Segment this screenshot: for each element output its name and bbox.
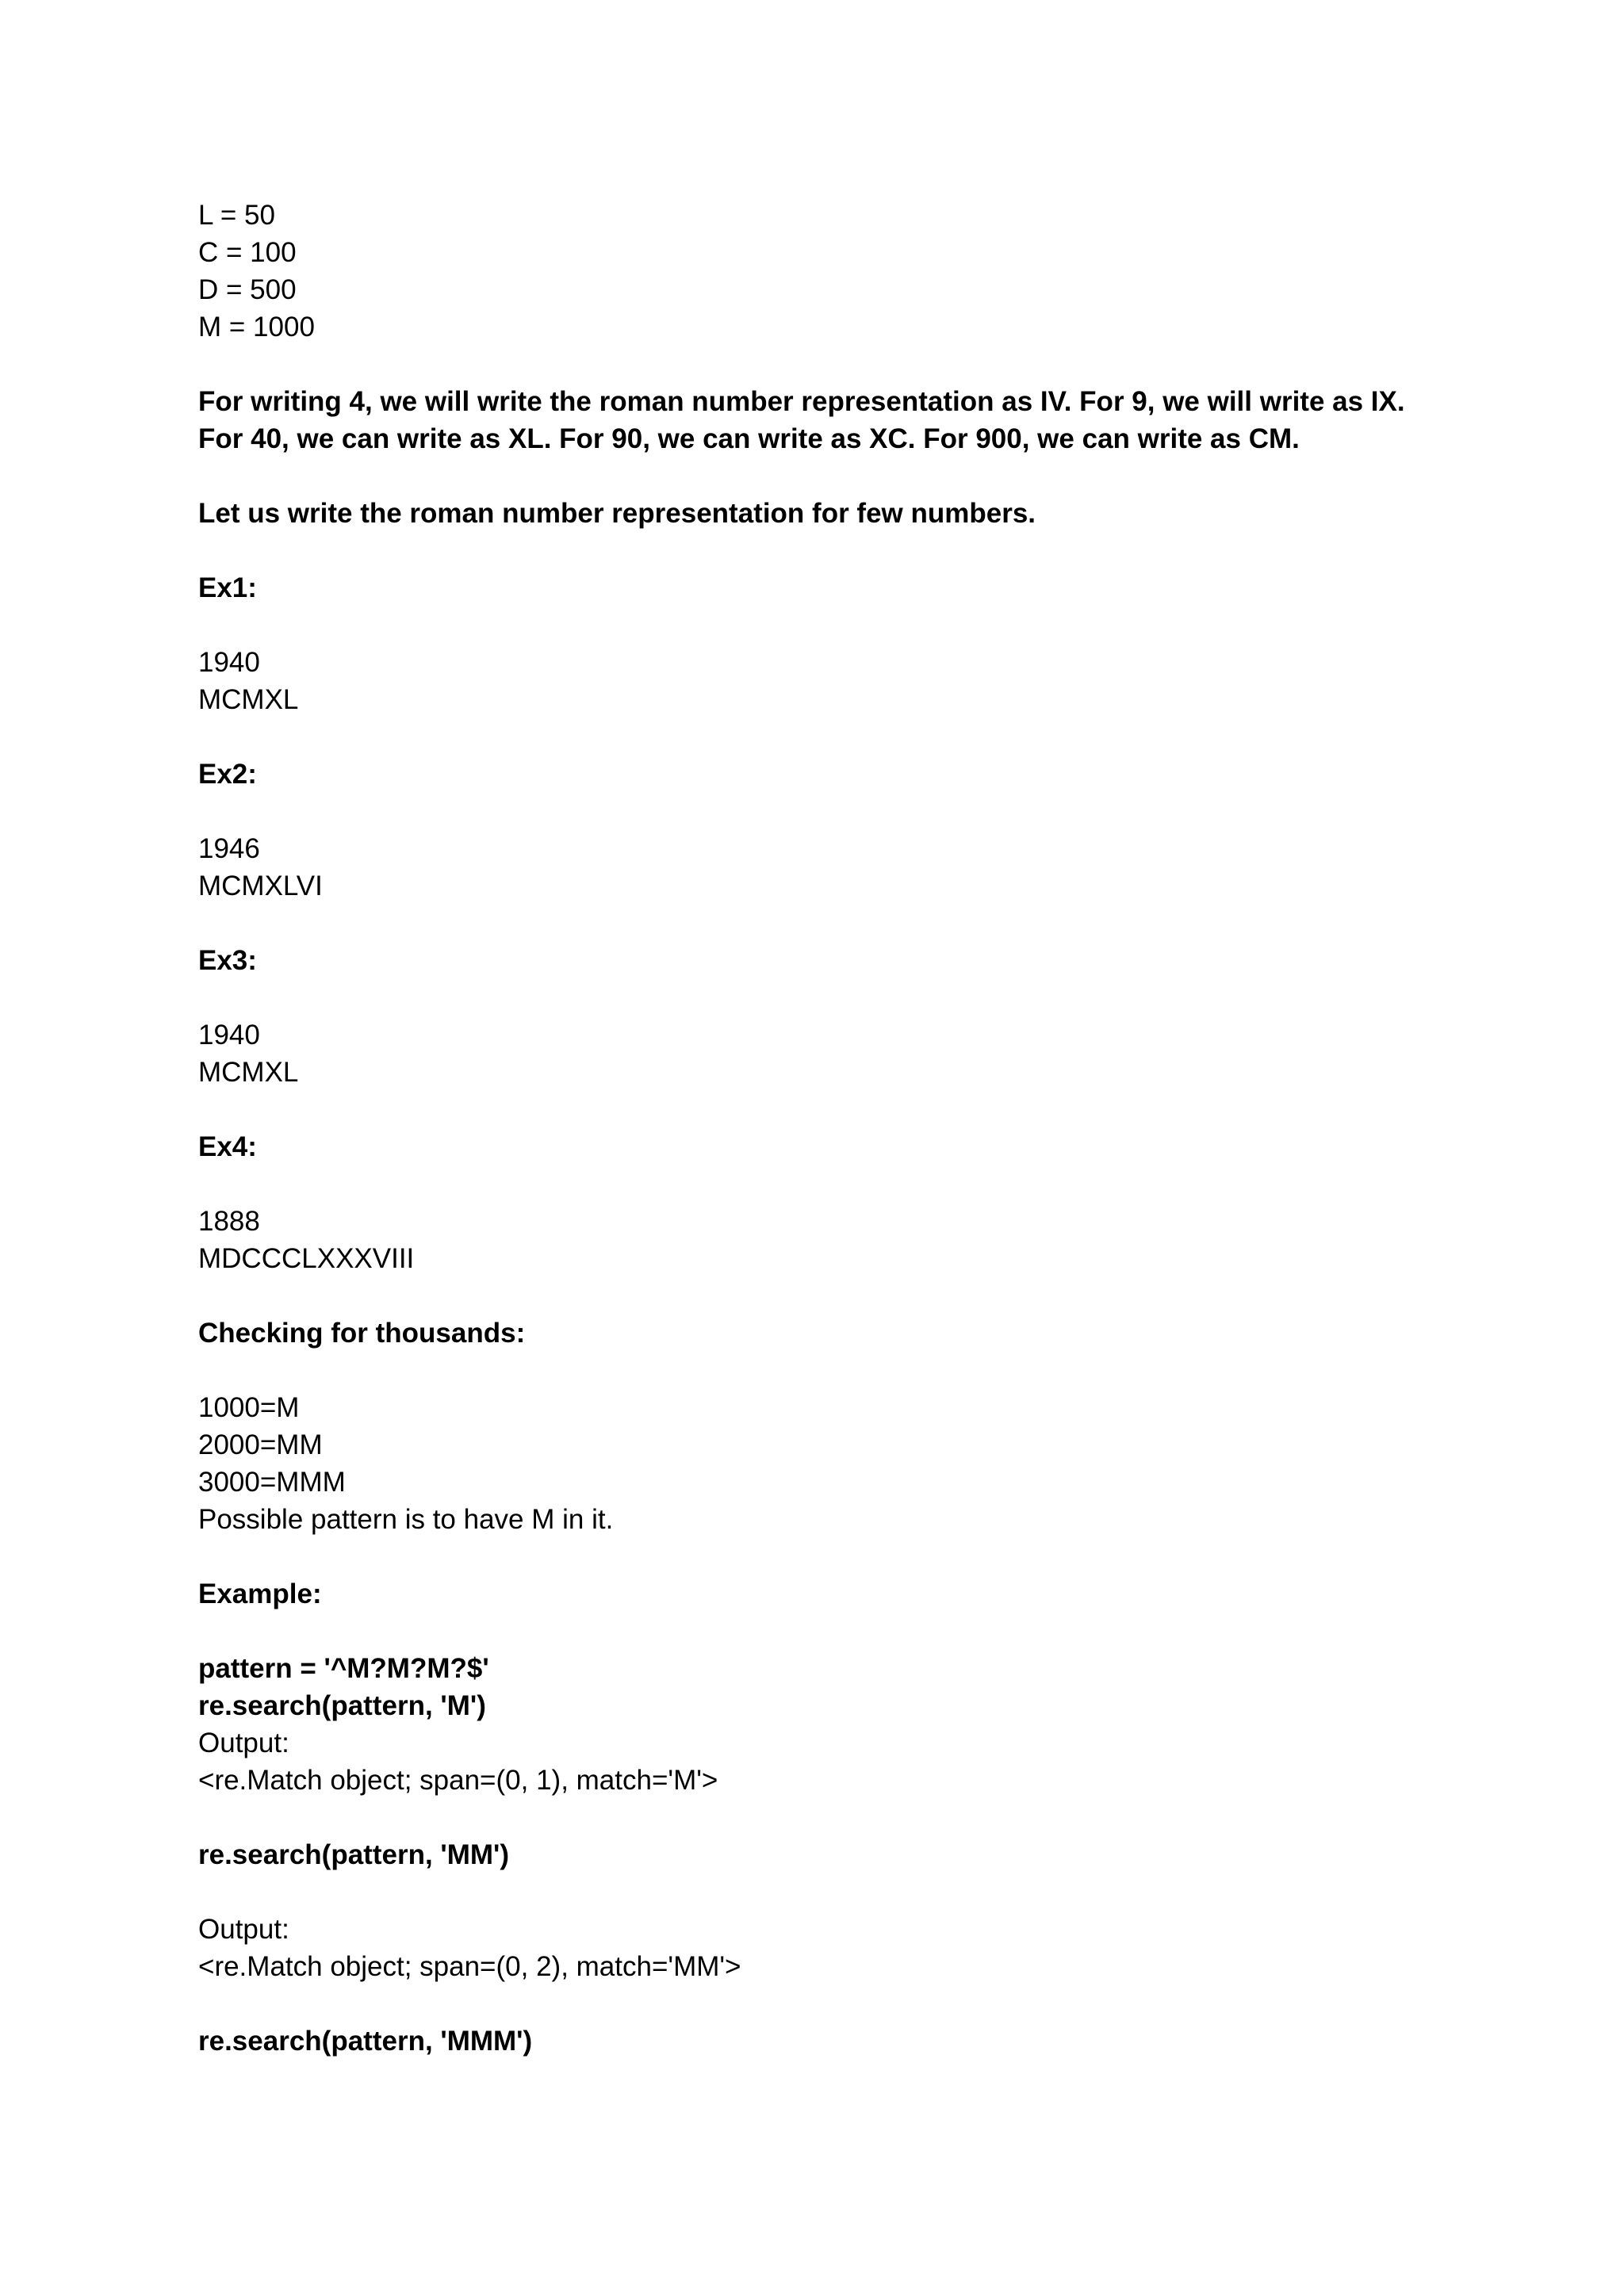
value-line-m: M = 1000 (198, 312, 315, 342)
output-label-1: Output: (198, 1728, 289, 1758)
spacer (198, 607, 1451, 644)
example-number-1: 1940 (198, 647, 260, 678)
spacer (198, 905, 1451, 942)
spacer (198, 1799, 1451, 1836)
output-result-2: <re.Match object; span=(0, 2), match='MM'> (198, 1951, 741, 1982)
value-line-c: C = 100 (198, 237, 297, 268)
spacer (198, 346, 1451, 383)
example-roman-2: MCMXLVI (198, 871, 323, 901)
example-roman-4: MDCCCLXXXVIII (198, 1243, 415, 1274)
intro-text: Let us write the roman number representation for few numbers. (198, 498, 1036, 529)
spacer (198, 1165, 1451, 1203)
value-line-l: L = 50 (198, 200, 275, 231)
thousands-line-1: 1000=M (198, 1392, 300, 1423)
example-label-3: Ex3: (198, 945, 257, 976)
spacer (198, 1091, 1451, 1128)
spacer (198, 793, 1451, 830)
example-roman-3: MCMXL (198, 1057, 299, 1088)
thousands-heading: Checking for thousands: (198, 1318, 526, 1349)
example-label-4: Ex4: (198, 1131, 257, 1162)
spacer (198, 1613, 1451, 1650)
example-number-4: 1888 (198, 1206, 260, 1237)
spacer (198, 1873, 1451, 1911)
pattern-code: pattern = '^M?M?M?$' (198, 1653, 489, 1684)
spacer (198, 1985, 1451, 2022)
search-code-2: re.search(pattern, 'MM') (198, 1839, 510, 1870)
example-number-2: 1946 (198, 833, 260, 864)
thousands-line-2: 2000=MM (198, 1429, 323, 1460)
spacer (198, 1277, 1451, 1314)
spacer (198, 532, 1451, 569)
document-body (198, 197, 1451, 2060)
spacer (198, 979, 1451, 1016)
output-label-2: Output: (198, 1914, 289, 1945)
output-result-1: <re.Match object; span=(0, 1), match='M'> (198, 1765, 718, 1796)
example-heading: Example: (198, 1578, 322, 1609)
spacer (198, 1538, 1451, 1575)
example-label-1: Ex1: (198, 572, 257, 603)
thousands-line-3: 3000=MMM (198, 1467, 346, 1498)
example-roman-1: MCMXL (198, 684, 299, 715)
search-code-1: re.search(pattern, 'M') (198, 1690, 486, 1721)
example-label-2: Ex2: (198, 759, 257, 790)
thousands-note: Possible pattern is to have M in it. (198, 1504, 614, 1535)
example-number-3: 1940 (198, 1020, 260, 1050)
value-line-d: D = 500 (198, 274, 297, 305)
spacer (198, 457, 1451, 495)
spacer (198, 1352, 1451, 1389)
subtractive-notation-paragraph: For writing 4, we will write the roman number representation as IV. For 9, we will write as IX. For 40, we can write as XL. For 90, we can write as XC. For 900, we can write as CM. (198, 386, 1405, 454)
spacer (198, 718, 1451, 756)
search-code-3: re.search(pattern, 'MMM') (198, 2026, 533, 2057)
